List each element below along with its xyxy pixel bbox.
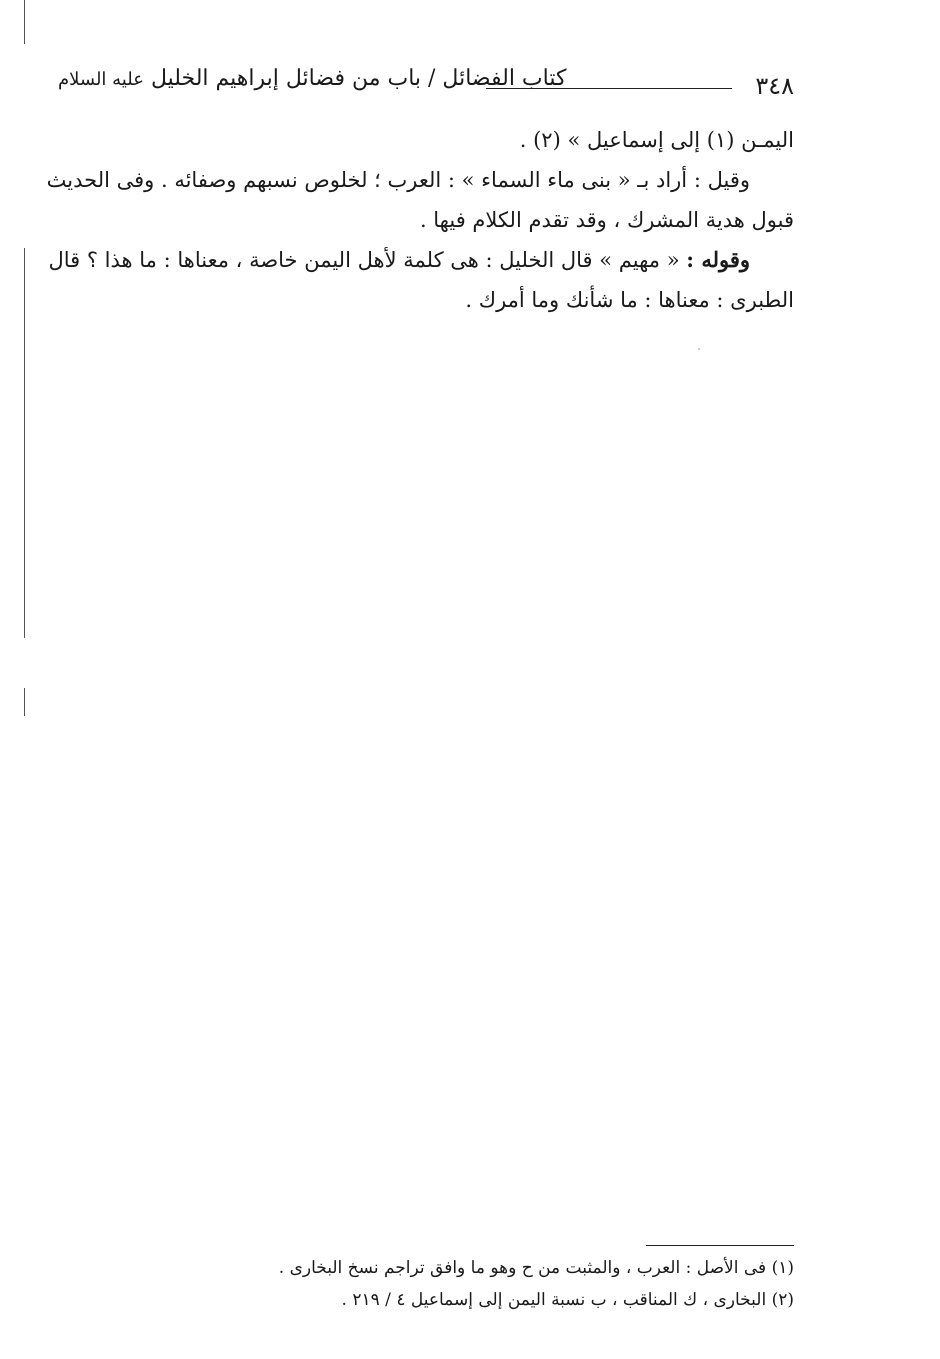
text-line: قبول هدية المشرك ، وقد تقدم الكلام فيها . — [419, 208, 794, 232]
text-line-with-lead — [48, 240, 794, 280]
text-line-rest: « مهيم » قال الخليل : هى كلمة لأهل اليمن خاصة ، معناها : ما هذا ؟ قال — [48, 248, 680, 272]
scan-edge-mark — [24, 688, 25, 716]
page-header — [58, 62, 794, 102]
footnote-2: (٢) البخارى ، ك المناقب ، ب نسبة اليمن إلى إسماعيل ٤ / ٢١٩ . — [341, 1290, 794, 1310]
running-title-text: كتاب الفضائل / باب من فضائل إبراهيم الخليل — [150, 66, 567, 91]
footnotes — [200, 1252, 794, 1316]
footnote-rule — [646, 1245, 794, 1246]
page-number: ٣٤٨ — [755, 72, 794, 100]
text-line: اليمـن (١) إلى إسماعيل » (٢) . — [519, 128, 794, 152]
lead-word: وقوله : — [686, 247, 750, 272]
honorific-ligature: عليه السلام — [58, 69, 144, 90]
scan-edge-mark — [24, 248, 25, 638]
footnote-1: (١) فى الأصل : العرب ، والمثبت من ح وهو ما وافق تراجم نسخ البخارى . — [278, 1258, 794, 1278]
scan-edge-mark — [24, 0, 25, 44]
scan-speck — [698, 348, 700, 350]
running-title — [58, 66, 566, 91]
main-text — [46, 120, 794, 320]
text-line: الطبرى : معناها : ما شأنك وما أمرك . — [465, 288, 794, 312]
text-line: وقيل : أراد بـ « بنى ماء السماء » : العرب ؛ لخلوص نسبهم وصفائه . وفى الحديث — [46, 168, 750, 192]
